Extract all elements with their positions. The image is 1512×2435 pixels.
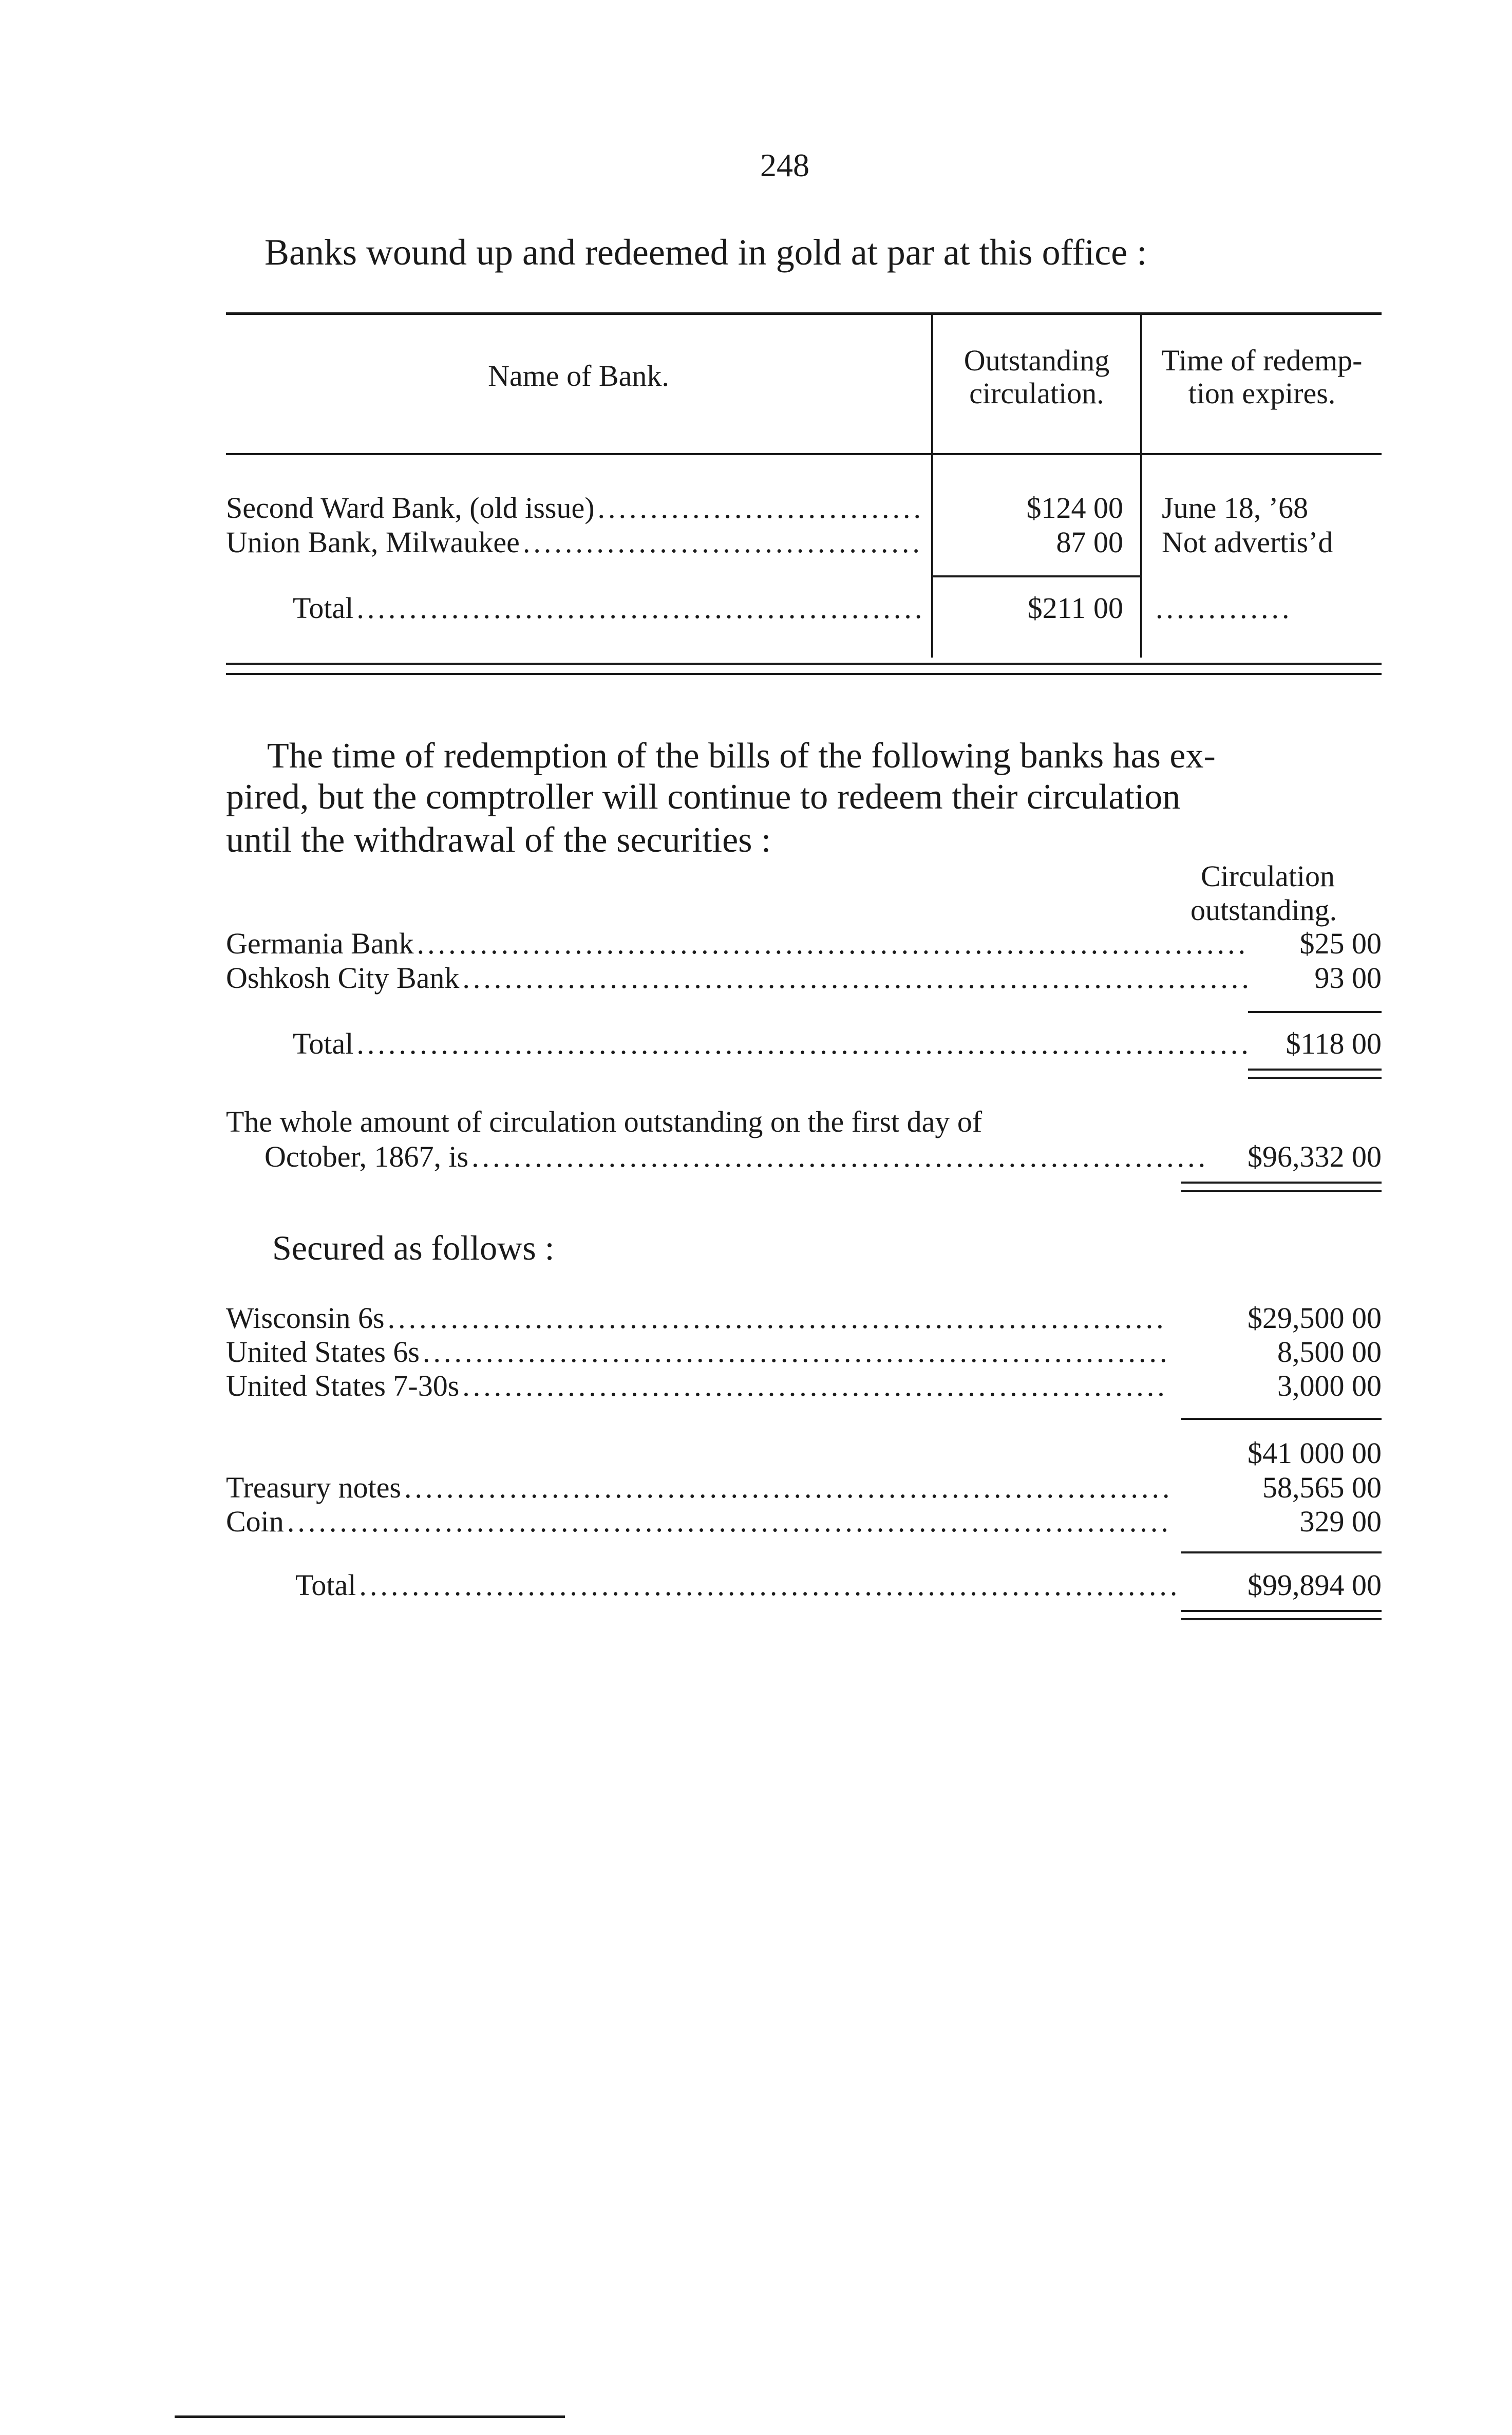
- securities-row-3: [226, 1369, 1168, 1403]
- bottom-margin-rule: [175, 2415, 565, 2418]
- securities-row-5: [226, 1504, 1168, 1539]
- col-header-outstanding-line1: Outstanding: [963, 344, 1110, 377]
- total-amount: $118 00: [1286, 1027, 1382, 1060]
- security-name: Wisconsin 6s: [226, 1301, 385, 1335]
- whole-amount-row: [264, 1139, 1204, 1174]
- security-amount: 329 00: [1299, 1505, 1382, 1538]
- securities-total-row: [295, 1568, 1181, 1602]
- security-name: United States 7-30s: [226, 1369, 460, 1402]
- bank-name: Germania Bank: [226, 927, 414, 960]
- total-label: Total: [293, 591, 354, 625]
- total-time: .............: [1156, 591, 1293, 625]
- whole-amount-value: $96,332 00: [1248, 1140, 1382, 1173]
- security-amount: 8,500 00: [1277, 1335, 1382, 1369]
- col-header-circulation-line1: Circulation: [1201, 859, 1335, 893]
- security-name: Treasury notes: [226, 1471, 402, 1504]
- section2-total-rule-2: [1248, 1077, 1382, 1079]
- whole-amount-rule-2: [1181, 1190, 1382, 1192]
- bank-amount: $124 00: [1026, 491, 1123, 525]
- section2-total-rule-1: [1248, 1069, 1382, 1071]
- security-amount: 58,565 00: [1262, 1471, 1382, 1504]
- securities-total-rule-top: [1181, 1551, 1382, 1553]
- bank-amount: $25 00: [1299, 927, 1382, 960]
- whole-amount-line1: The whole amount of circulation outstanding on the first day of: [226, 1105, 982, 1138]
- securities-subtotal-rule: [1181, 1418, 1382, 1420]
- col-header-name: Name of Bank.: [488, 359, 669, 392]
- col-header-time-line1: Time of redemp-: [1161, 344, 1363, 377]
- section3-heading: Secured as follows :: [272, 1228, 555, 1267]
- security-amount: $29,500 00: [1248, 1301, 1382, 1335]
- section2-row-1: [226, 926, 1248, 961]
- table1-bottom-rule-2: [226, 673, 1382, 675]
- securities-total-rule-1: [1181, 1610, 1382, 1612]
- table1-total-row: [293, 591, 924, 625]
- securities-row-1: [226, 1301, 1168, 1335]
- total-amount: $99,894 00: [1248, 1568, 1382, 1602]
- securities-row-4: [226, 1470, 1168, 1505]
- bank-name: Oshkosh City Bank: [226, 961, 460, 995]
- col-header-time-line2: tion expires.: [1188, 377, 1336, 410]
- total-label: Total: [295, 1568, 356, 1602]
- col-header-outstanding: [933, 344, 1140, 410]
- section2-paragraph: [267, 735, 1216, 778]
- securities-row-2: [226, 1335, 1168, 1369]
- section2-row-2: [226, 961, 1248, 995]
- table1-bottom-rule-1: [226, 663, 1382, 665]
- bank-name: Second Ward Bank, (old issue): [226, 491, 595, 525]
- security-amount: 3,000 00: [1277, 1369, 1382, 1402]
- col-header-outstanding-line2: circulation.: [969, 377, 1104, 410]
- security-name: United States 6s: [226, 1335, 420, 1369]
- section1-heading: Banks wound up and redeemed in gold at par at this office :: [264, 232, 1147, 273]
- table1-top-rule: [226, 312, 1382, 315]
- section2-total-row: [293, 1026, 1248, 1061]
- table1-row-2: [226, 525, 924, 559]
- whole-amount-rule-1: [1181, 1182, 1382, 1184]
- section2-paragraph-cont: [226, 776, 1180, 862]
- paragraph-line-3: until the withdrawal of the securities :: [226, 820, 771, 860]
- bank-time: Not advertis’d: [1162, 526, 1333, 559]
- paragraph-line-1: The time of redemption of the bills of the following banks has ex-: [267, 736, 1216, 776]
- bank-time: June 18, ’68: [1162, 491, 1309, 525]
- total-amount: $211 00: [1027, 591, 1123, 625]
- table1-row-1: [226, 491, 924, 525]
- col-header-time: [1142, 344, 1382, 410]
- security-name: Coin: [226, 1505, 284, 1538]
- table1-subtotal-rule: [933, 575, 1140, 577]
- securities-subtotal: $41 000 00: [1248, 1436, 1382, 1470]
- bank-amount: 93 00: [1314, 961, 1382, 995]
- whole-amount-line2: October, 1867, is: [264, 1140, 469, 1173]
- col-header-circulation-line2: outstanding.: [1190, 893, 1337, 927]
- bank-name: Union Bank, Milwaukee: [226, 526, 520, 559]
- total-label: Total: [293, 1027, 354, 1060]
- table1-header-rule: [226, 453, 1382, 455]
- bank-amount: 87 00: [1056, 526, 1123, 559]
- securities-total-rule-2: [1181, 1618, 1382, 1620]
- paragraph-line-2: pired, but the comptroller will continue to redeem their circulation: [226, 777, 1181, 817]
- section2-subtotal-rule: [1248, 1011, 1382, 1013]
- page-number: 248: [760, 147, 809, 183]
